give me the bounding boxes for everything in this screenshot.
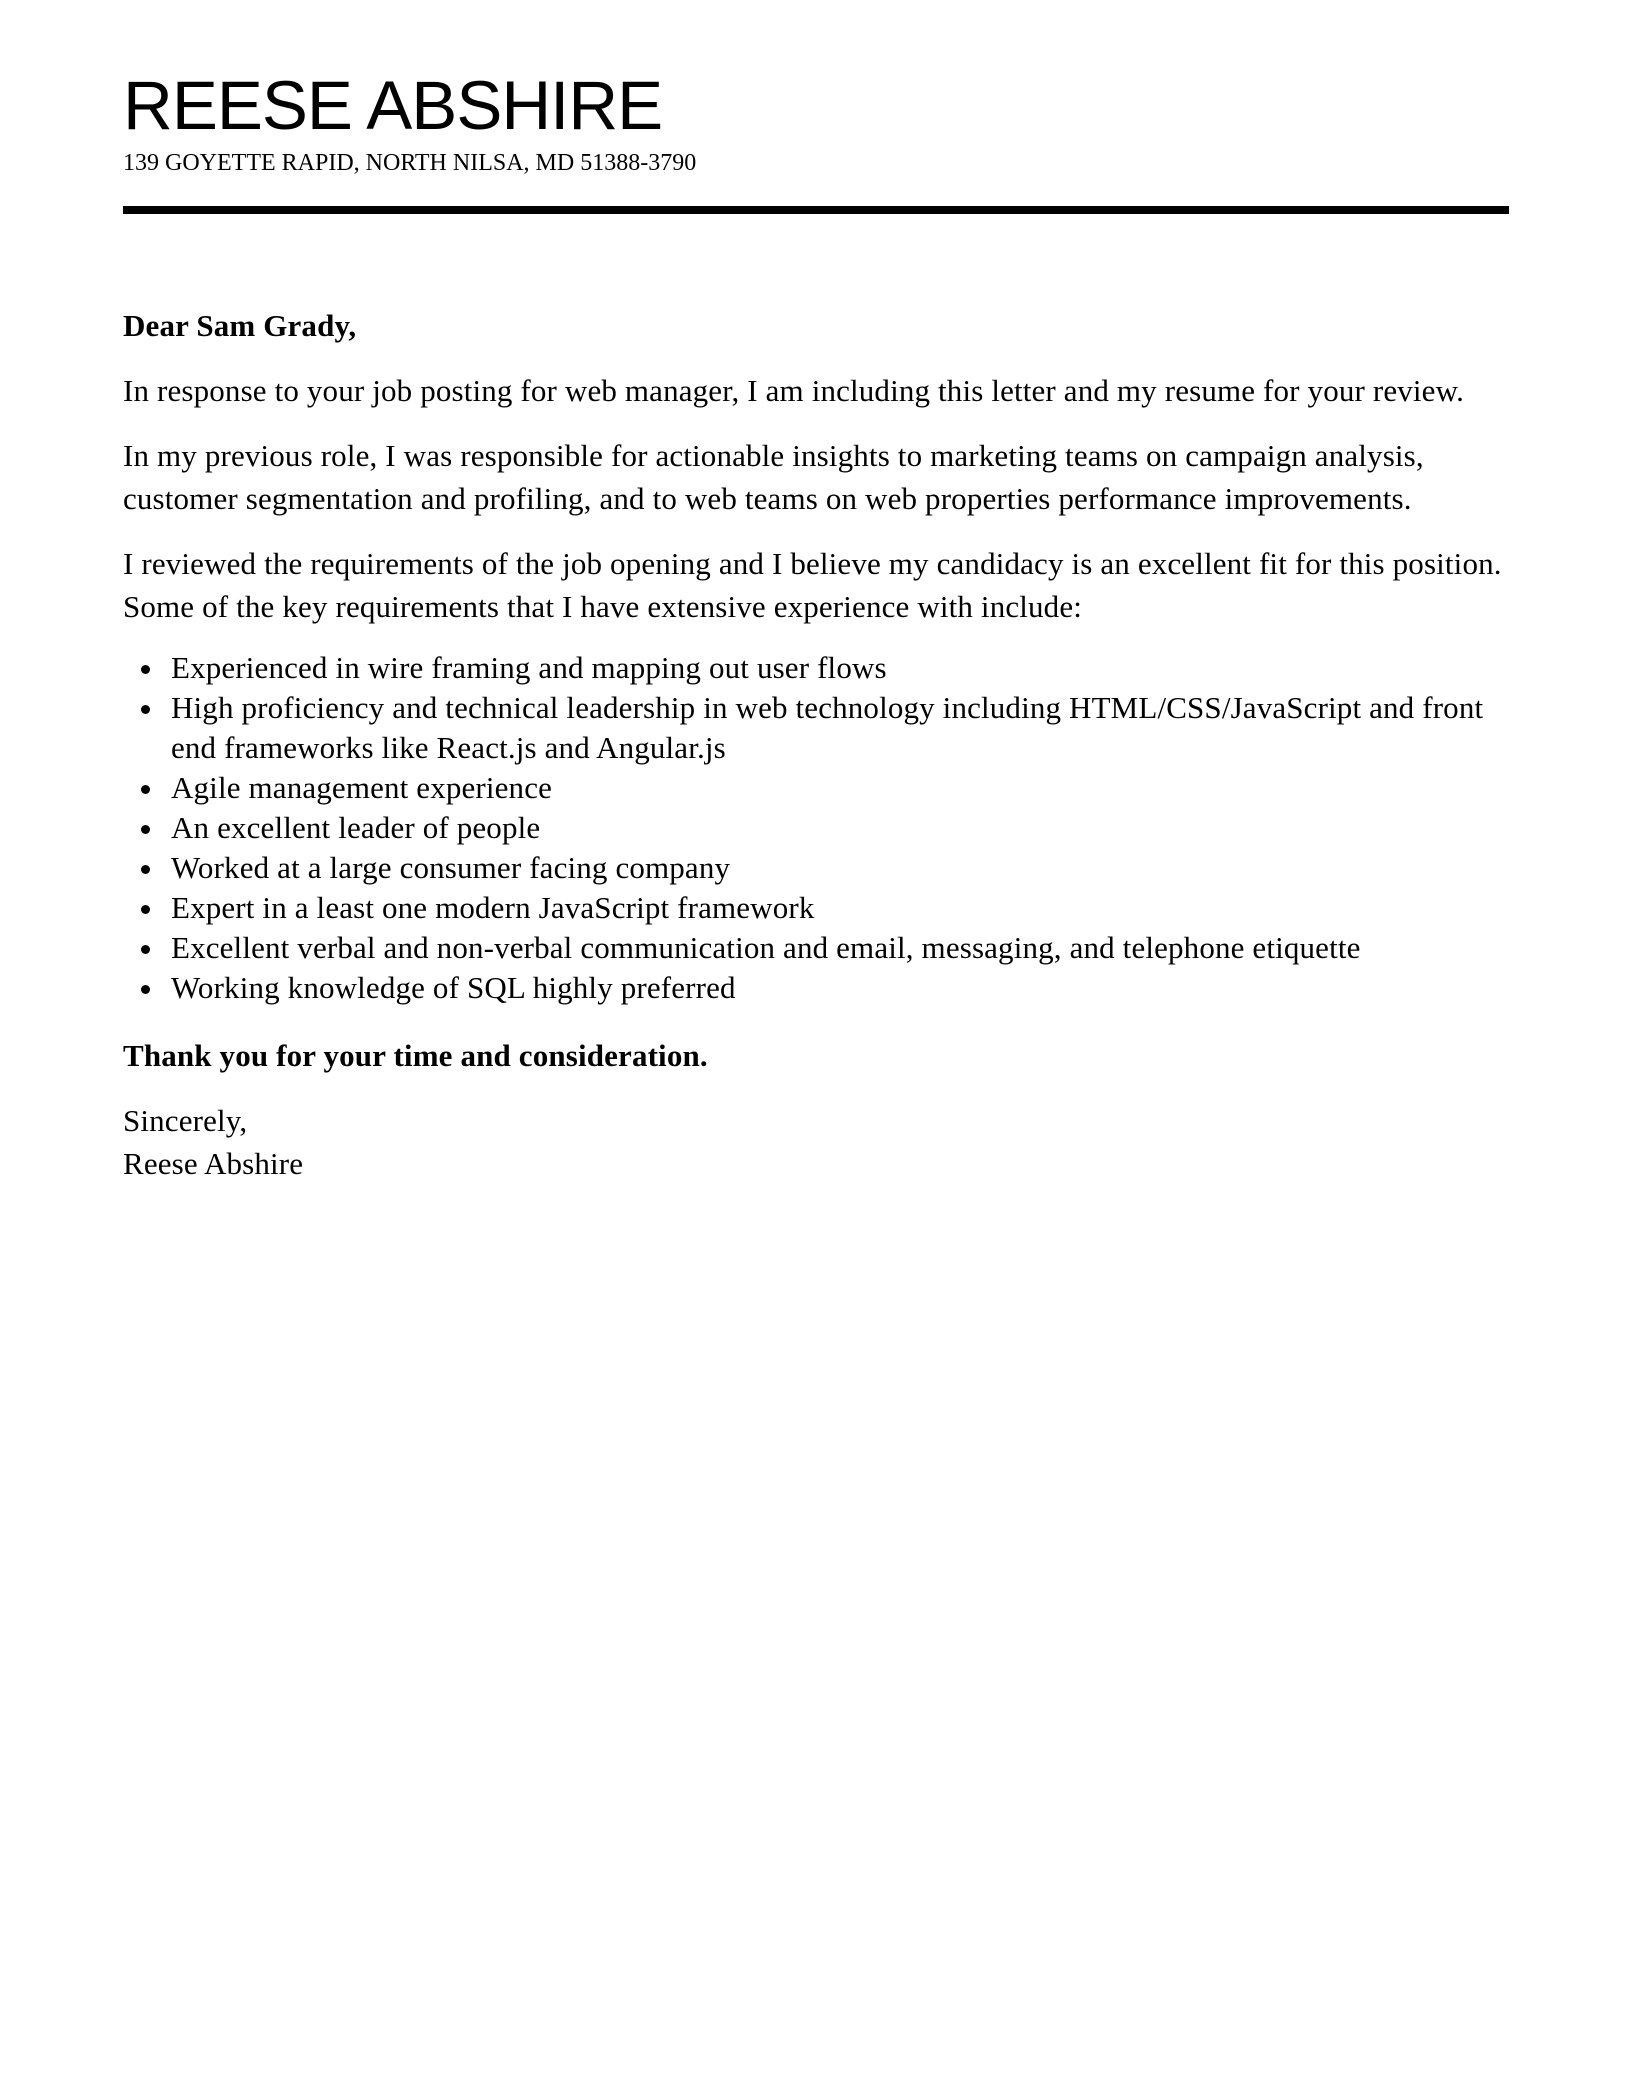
applicant-name: REESE ABSHIRE bbox=[123, 67, 663, 144]
list-item-text: An excellent leader of people bbox=[171, 810, 541, 845]
paragraph-intro: In response to your job posting for web manager, I am including this letter and my resume for your review. bbox=[123, 373, 1464, 408]
salutation: Dear Sam Grady, bbox=[123, 308, 357, 343]
bullet-icon bbox=[141, 985, 150, 994]
bullet-icon bbox=[141, 705, 150, 714]
bullet-icon bbox=[141, 945, 150, 954]
signoff: Sincerely, bbox=[123, 1103, 248, 1138]
list-item bbox=[171, 928, 1509, 968]
list-item-text: High proficiency and technical leadership in web technology including HTML/CSS/JavaScript and front end frameworks like React.js and Angular.js bbox=[171, 690, 1484, 765]
list-item-text: Agile management experience bbox=[171, 770, 553, 805]
list-item-text: Expert in a least one modern JavaScript framework bbox=[171, 890, 815, 925]
list-item-text: Excellent verbal and non-verbal communication and email, messaging, and telephone etiquette bbox=[171, 930, 1361, 965]
letter-body bbox=[123, 304, 1509, 1185]
list-item bbox=[171, 888, 1509, 928]
list-item-text: Working knowledge of SQL highly preferred bbox=[171, 970, 736, 1005]
paragraph-requirements: I reviewed the requirements of the job opening and I believe my candidacy is an excellent fit for this position. Some of the key requirements that I have extensive experience with include: bbox=[123, 546, 1502, 624]
list-item-text: Worked at a large consumer facing company bbox=[171, 850, 731, 885]
list-item bbox=[171, 768, 1509, 808]
list-item bbox=[171, 808, 1509, 848]
list-item bbox=[171, 848, 1509, 888]
list-item bbox=[171, 688, 1509, 768]
header-divider bbox=[123, 206, 1509, 214]
signoff-block bbox=[123, 1099, 1509, 1185]
bullet-icon bbox=[141, 785, 150, 794]
bullet-icon bbox=[141, 665, 150, 674]
list-item bbox=[171, 968, 1509, 1008]
applicant-address: 139 GOYETTE RAPID, NORTH NILSA, MD 51388-3790 bbox=[123, 150, 697, 176]
list-item bbox=[171, 648, 1509, 688]
bullet-icon bbox=[141, 905, 150, 914]
requirements-list bbox=[123, 648, 1509, 1008]
list-item-text: Experienced in wire framing and mapping out user flows bbox=[171, 650, 887, 685]
bullet-icon bbox=[141, 865, 150, 874]
bullet-icon bbox=[141, 825, 150, 834]
paragraph-experience: In my previous role, I was responsible for actionable insights to marketing teams on campaign analysis, customer segmentation and profiling, and to web teams on web properties performance improvements. bbox=[123, 438, 1424, 516]
signature-name: Reese Abshire bbox=[123, 1146, 304, 1181]
closing-statement: Thank you for your time and consideration. bbox=[123, 1038, 708, 1073]
